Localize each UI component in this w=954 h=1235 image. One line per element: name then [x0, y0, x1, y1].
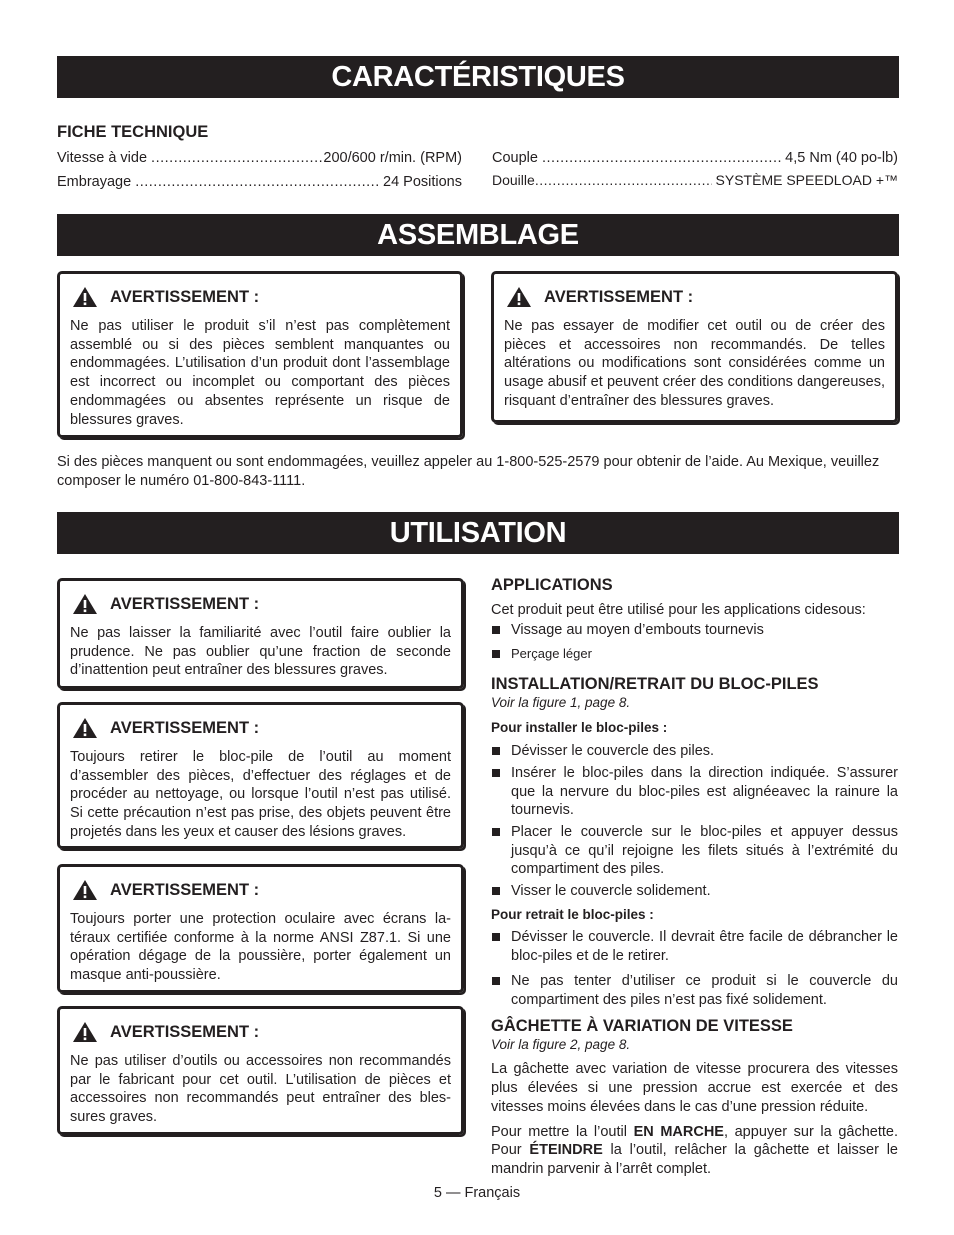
warning-triangle-icon: [72, 879, 98, 901]
spec-label: Douille: [492, 172, 535, 188]
warning-title: AVERTISSEMENT :: [110, 1022, 260, 1041]
warning-text: Ne pas essayer de modifier cet outil ou de créer des pièces et accessoires non recommandés. De telles altérations ou modifications sont considérées comme un usage abusif et peuvent créer des conditions dangereuses, risquant d’entraîner des blessures graves.: [504, 318, 885, 409]
list-item: Perçage léger: [491, 645, 898, 664]
list-item: Vissage au moyen d’embouts tournevis: [491, 621, 898, 640]
gachette-ref: Voir la figure 2, page 8.: [491, 1036, 631, 1052]
spec-couple: [492, 150, 898, 166]
warning-triangle-icon: [506, 286, 532, 308]
spec-value: 24 Positions: [383, 174, 462, 190]
gachette-paragraph: La gâchette avec variation de vitesse procurera des vitesses plus élevées si une pression accrue est exercée et des vitesses moins élevées dans le cas d’une pression réduite.: [491, 1061, 898, 1115]
warning-text: Ne pas laisser la familiarité avec l’outil faire oublier la prudence. Ne pas oublier qu’une fraction de seconde d’inattention peut entraîner des blessures graves.: [70, 625, 451, 679]
applications-intro: Cet produit peut être utilisé pour les applications cidesous:: [491, 601, 866, 618]
spec-value: 4,5 Nm (40 po-lb): [785, 150, 898, 166]
warning-box: [57, 864, 464, 993]
warning-box: [57, 271, 463, 438]
warning-title: AVERTISSEMENT :: [110, 594, 260, 613]
warning-triangle-icon: [72, 286, 98, 308]
warning-box: [57, 1006, 464, 1135]
list-item: Dévisser le couvercle. Il devrait être facile de débrancher le bloc-piles et de le retirer.: [491, 928, 898, 965]
install-subtitle: Pour installer le bloc-piles :: [491, 720, 668, 736]
warning-heading: [72, 1021, 451, 1043]
spec-embrayage: [57, 174, 462, 190]
spec-vitesse: [57, 150, 462, 166]
warning-text: Toujours porter une protection oculaire avec écrans la-téraux certifiée conforme à la norme ANSI Z87.1. Si une opération dégage de la poussière, porter également un masque anti-poussière.: [70, 911, 451, 984]
spec-label: Vitesse à vide: [57, 150, 148, 166]
warning-heading: [72, 286, 450, 308]
warning-triangle-icon: [72, 1021, 98, 1043]
warning-triangle-icon: [72, 593, 98, 615]
list-item: Insérer le bloc-piles dans la direction indiquée. S’assurer que la nervure du bloc-piles est alignéeavec la rainure la tournevis.: [491, 764, 898, 820]
installation-section: [491, 675, 898, 1009]
applications-section: [491, 576, 898, 664]
warning-text: Ne pas utiliser d’outils ou accessoires non recommandés par le fabricant pour cet outil. L’utilisation de pièces et accessoires non recommandés peut entraîner des bles-sures graves.: [70, 1053, 451, 1126]
warning-title: AVERTISSEMENT :: [544, 287, 694, 306]
warning-heading: [506, 286, 885, 308]
warning-text: Toujours retirer le bloc-pile de l’outil au moment d’assembler des pièces, d’effectuer des réglages et de procéder au nettoyage, ou lorsque l’outil n’est pas utilisé. Si cette précaution n’est pas prise, des objets peuvent être projetés dans les yeux et causer des lésions graves.: [70, 749, 451, 840]
section-header-utilisation: UTILISATION: [57, 512, 899, 554]
warning-title: AVERTISSEMENT :: [110, 718, 260, 737]
fiche-technique-title: FICHE TECHNIQUE: [57, 123, 209, 141]
spec-value: 200/600 r/min. (RPM): [323, 150, 462, 166]
installation-ref: Voir la figure 1, page 8.: [491, 694, 631, 710]
warning-heading: [72, 717, 451, 739]
list-item: Placer le couvercle sur le bloc-piles et appuyer dessus jusqu’à ce qu’il rejoigne les filets situés à l’extrémité du compartiment des piles.: [491, 823, 898, 879]
applications-title: APPLICATIONS: [491, 576, 613, 594]
gachette-title: GÂCHETTE À VARIATION DE VITESSE: [491, 1017, 793, 1035]
section-header-assemblage: ASSEMBLAGE: [57, 214, 899, 256]
list-item: Dévisser le couvercle des piles.: [491, 742, 898, 761]
page-footer: 5 — Français: [433, 1185, 521, 1201]
spec-value: SYSTÈME SPEEDLOAD +™: [715, 172, 898, 188]
warning-heading: [72, 593, 451, 615]
spec-label: Embrayage: [57, 174, 132, 190]
warning-box: [57, 578, 464, 689]
warning-box: [491, 271, 898, 423]
gachette-paragraph-2: Pour mettre la l’outil EN MARCHE, appuyer sur la gâchette. Pour ÉTEINDRE la l’outil, relâcher la gâchette et laisser le mandrin parvenir à l’arrêt complet.: [491, 1123, 898, 1177]
remove-subtitle: Pour retrait le bloc-piles :: [491, 906, 654, 922]
help-text: Si des pièces manquent ou sont endommagées, veuillez appeler au 1-800-525-2579 pour obtenir de l’aide. Au Mexique, veuillez composer le numéro 01-800-843-1111.: [57, 454, 880, 489]
spec-douille: [492, 172, 898, 188]
gachette-section: [491, 1017, 898, 1179]
installation-title: INSTALLATION/RETRAIT DU BLOC-PILES: [491, 675, 819, 693]
list-item: Ne pas tenter d’utiliser ce produit si le couvercle du compartiment des piles n’est pas fixé solidement.: [491, 972, 898, 1009]
list-item: Visser le couvercle solidement.: [491, 882, 898, 901]
warning-triangle-icon: [72, 717, 98, 739]
warning-heading: [72, 879, 451, 901]
warning-title: AVERTISSEMENT :: [110, 880, 260, 899]
warning-text: Ne pas utiliser le produit s’il n’est pas complètement assemblé ou si des pièces semblent manquantes ou endommagées. L’utilisation d’un produit dont l’assemblage est incorrect ou incomplet ou comportant des pièces endommagées ou absentes représente un risque de blessures graves.: [70, 318, 450, 428]
warning-box: [57, 702, 464, 849]
warning-title: AVERTISSEMENT :: [110, 287, 260, 306]
spec-label: Couple: [492, 150, 538, 166]
section-header-caracteristiques: CARACTÉRISTIQUES: [57, 56, 899, 98]
